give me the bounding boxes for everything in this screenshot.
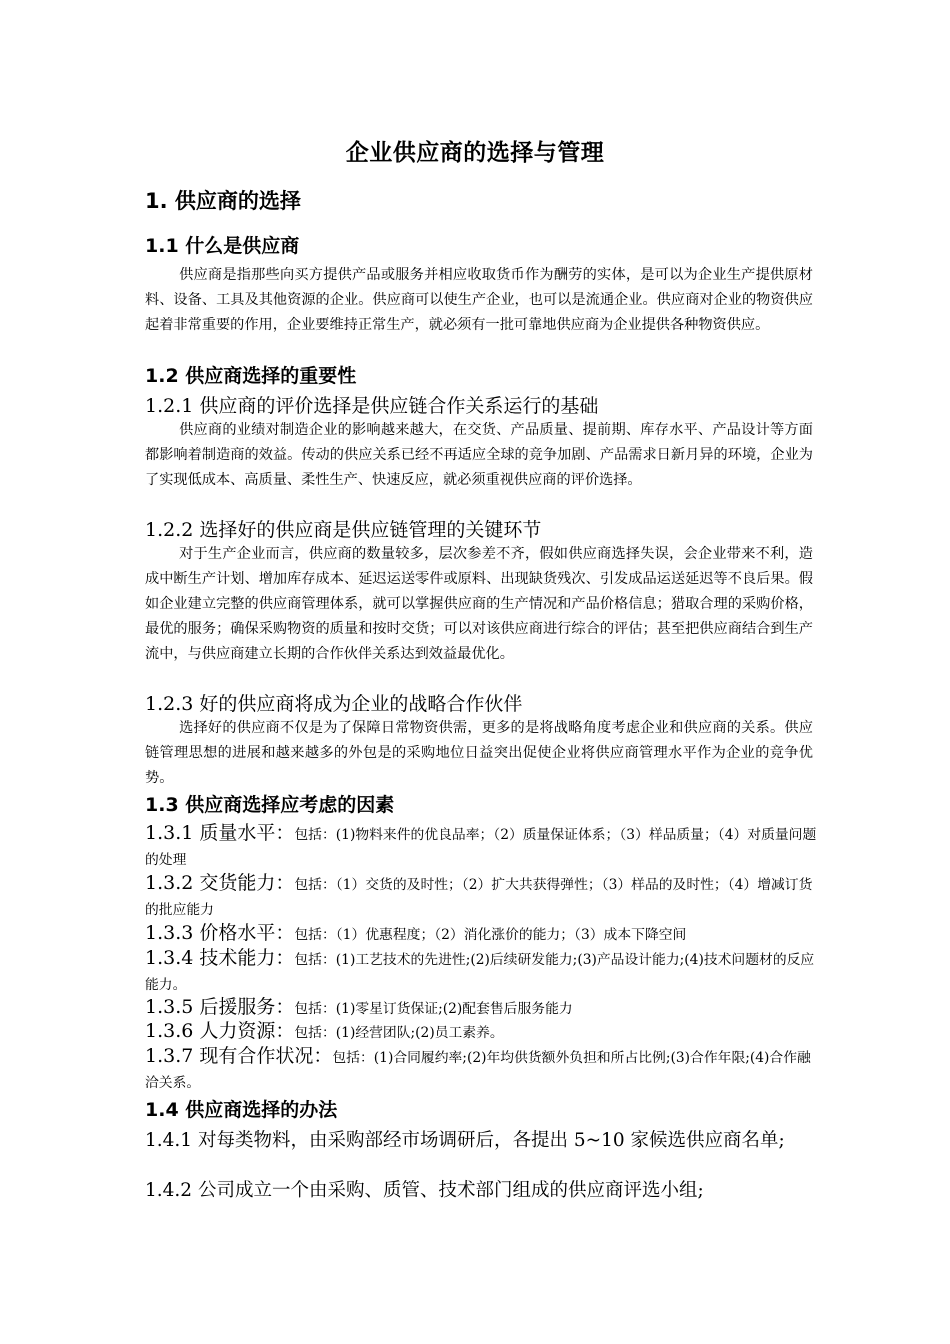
heading-1-2-2: 1.2.2 选择好的供应商是供应链管理的关键环节 [145,519,542,541]
factor-text: 包括：(1)物料来件的优良品率；（2）质量保证体系；（3）样品质量；（4）对质量问题的处理 [145,827,817,868]
document-title: 企业供应商的选择与管理 [345,140,605,166]
factor-item [145,996,820,1021]
section-heading-1: 1. 供应商的选择 [145,189,301,213]
paragraph-1-2-3: 选择好的供应商不仅是为了保障日常物资供需，更多的是将战略角度考虑企业和供应商的关系。供应链管理思想的进展和越来越多的外包是的采购地位日益突出促使企业将供应商管理水平作为企业的竞争优势。 [145,720,813,786]
factor-label: 1.3.1 质量水平： [145,822,295,844]
factor-label: 1.3.7 现有合作状况： [145,1045,333,1067]
factor-label: 1.3.2 交货能力： [145,872,295,894]
heading-1-4: 1.4 供应商选择的办法 [145,1099,338,1121]
method-item: 1.4.1 对每类物料，由采购部经市场调研后，各提出 5~10 家候选供应商名单; [145,1130,785,1151]
factor-item [145,922,820,947]
paragraph-1-1: 供应商是指那些向买方提供产品或服务并相应收取货币作为酬劳的实体，是可以为企业生产提供原材料、设备、工具及其他资源的企业。供应商可以使生产企业，也可以是流通企业。供应商对企业的物资供应起着非常重要的作用，企业要维持正常生产，就必须有一批可靠地供应商为企业提供各种物资供应。 [145,267,813,333]
paragraph-1-2-1: 供应商的业绩对制造企业的影响越来越大，在交货、产品质量、提前期、库存水平、产品设计等方面都影响着制造商的效益。传动的供应关系已经不再适应全球的竞争加剧、产品需求日新月异的环境，企业为了实现低成本、高质量、柔性生产、快速反应，就必须重视供应商的评价选择。 [145,422,813,488]
factor-label: 1.3.5 后援服务： [145,996,295,1018]
factor-text: 包括：（1）交货的及时性；（2）扩大共获得弹性；（3）样品的及时性；（4）增减订货的批应能力 [145,877,813,918]
factor-item [145,822,820,872]
heading-1-2-3: 1.2.3 好的供应商将成为企业的战略合作伙伴 [145,693,523,715]
factor-item [145,1020,820,1045]
factor-text: 包括：(1)经营团队;(2)员工素养。 [294,1025,504,1041]
factor-label: 1.3.6 人力资源： [145,1020,295,1042]
factor-item [145,947,820,997]
heading-1-2: 1.2 供应商选择的重要性 [145,365,357,387]
heading-1-3: 1.3 供应商选择应考虑的因素 [145,794,395,816]
factor-item [145,872,820,922]
factor-text: 包括：(1)工艺技术的先进性;(2)后续研发能力;(3)产品设计能力;(4)技术问题材的反应能力。 [145,952,815,993]
factor-text: 包括：(1)合同履约率;(2)年均供货额外负担和所占比例;(3)合作年限;(4)合作融洽关系。 [145,1050,811,1091]
factor-label: 1.3.4 技术能力： [145,947,295,969]
factor-text: 包括：（1）优惠程度；（2）消化涨价的能力；（3）成本下降空间 [294,927,687,943]
factor-text: 包括：(1)零星订货保证;(2)配套售后服务能力 [294,1001,573,1017]
method-item: 1.4.2 公司成立一个由采购、质管、技术部门组成的供应商评选小组; [145,1180,704,1201]
heading-1-1: 1.1 什么是供应商 [145,235,300,257]
paragraph-1-2-2: 对于生产企业而言，供应商的数量较多，层次参差不齐，假如供应商选择失误，会企业带来不利，造成中断生产计划、增加库存成本、延迟运送零件或原料、出现缺货残次、引发成品运送延迟等不良后果。假如企业建立完整的供应商管理体系，就可以掌握供应商的生产情况和产品价格信息；猎取合理的采购价格，最优的服务；确保采购物资的质量和按时交货；可以对该供应商进行综合的评估；甚至把供应商结合到生产流中，与供应商建立长期的合作伙伴关系达到效益最优化。 [145,546,813,662]
heading-1-2-1: 1.2.1 供应商的评价选择是供应链合作关系运行的基础 [145,395,599,417]
factor-label: 1.3.3 价格水平： [145,922,295,944]
factor-item [145,1045,820,1095]
